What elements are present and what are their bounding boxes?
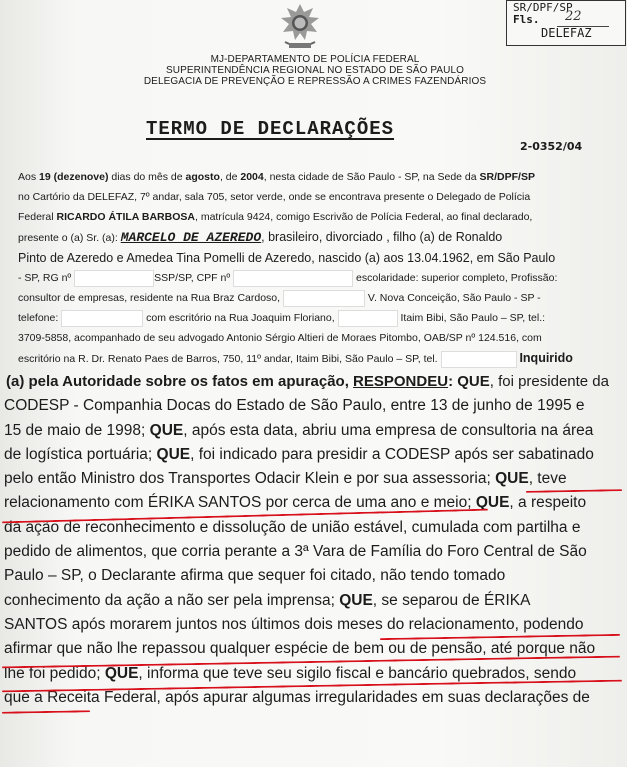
body-line: de logística portuária; QUE, foi indicado para presidir a CODESP após ser sabatinado: [4, 445, 594, 463]
intro-line: presente o (a) Sr. (a): MARCELO DE AZEREDO, brasileiro, divorciado , filho (a) de Ronaldo: [18, 230, 503, 245]
redaction-box: [74, 270, 154, 287]
body-line: CODESP - Companhia Docas do Estado de São Paulo, entre 13 de junho de 1995 e: [4, 397, 585, 415]
intro-line: telefone: com escritório na Rua Joaquim Floriano, Itaim Bibi, São Paulo – SP, tel.:: [18, 308, 610, 328]
stamp-department: DELEFAZ: [541, 26, 592, 40]
header-delegacia: DELEGACIA DE PREVENÇÃO E REPRESSÃO A CRIMES FAZENDÁRIOS: [143, 76, 487, 87]
page-stamp: [506, 0, 626, 46]
body-line: da ação de reconhecimento e dissolução de união estável, cumulada com partilha e: [4, 518, 581, 536]
stamp-fls-label: Fls.: [513, 13, 540, 26]
redaction-box: [61, 310, 143, 327]
body-line: que a Receita Federal, após apurar algumas irregularidades em suas declarações de: [4, 688, 590, 706]
intro-line: Pinto de Azeredo e Amedea Tina Pomelli de Azeredo, nascido (a) aos 13.04.1962, em São Paulo: [18, 251, 556, 265]
body-line: pelo então Ministro dos Transportes Odacir Klein e por sua assessoria; QUE, teve: [4, 470, 567, 488]
redaction-box: [233, 270, 353, 287]
intro-line: consultor de empresas, residente na Rua Braz Cardoso, V. Nova Conceição, São Paulo - SP -: [18, 288, 610, 308]
body-line: (a) pela Autoridade sobre os fatos em apuração, RESPONDEU: QUE, foi presidente da: [6, 373, 609, 390]
intro-line: 3709-5858, acompanhado de seu advogado Antonio Sérgio Altieri de Moraes Pitombo, OAB/SP nº 124.516, com: [18, 332, 542, 344]
body-line: Paulo – SP, o Declarante afirma que sequer foi citado, não tendo tomado: [4, 567, 506, 585]
body-line: SANTOS após morarem juntos nos últimos dois meses do relacionamento, podendo: [4, 615, 584, 633]
coat-of-arms-icon: [275, 2, 325, 52]
stamp-page-number: 22: [565, 9, 582, 24]
body-line: lhe foi pedido; QUE, informa que teve seu sigilo fiscal e bancário quebrados, sendo: [4, 664, 577, 682]
header-department: MJ-DEPARTAMENTO DE POLÍCIA FEDERAL: [210, 54, 420, 65]
document-title: TERMO DE DECLARAÇÕES: [146, 118, 395, 140]
intro-line: escritório na R. Dr. Renato Paes de Barros, 750, 11º andar, Itaim Bibi, São Paulo – SP, tel. Inquirido: [18, 348, 610, 369]
redaction-box: [338, 310, 398, 327]
declarant-name: MARCELO DE AZEREDO: [120, 230, 262, 245]
body-line: 15 de maio de 1998; QUE, após esta data, abriu uma empresa de consultoria na área: [4, 421, 594, 439]
stamp-office: SR/DPF/SP: [513, 1, 573, 14]
body-line: relacionamento com ÉRIKA SANTOS por cerca de uma ano e meio; QUE, a respeito: [4, 494, 587, 512]
body-line: conhecimento da ação a não ser pela imprensa; QUE, se separou de ÉRIKA: [4, 591, 531, 609]
intro-line: - SP, RG nº SSP/SP, CPF nº escolaridade: superior completo, Profissão:: [18, 268, 610, 288]
body-line: pedido de alimentos, que corria perante a 3ª Vara de Família do Foro Central de São: [4, 543, 587, 561]
document-number: 2-0352/04: [520, 140, 583, 153]
intro-line: no Cartório da DELEFAZ, 7º andar, sala 705, setor verde, onde se encontrava presente o Delegado de Polícia: [18, 191, 531, 203]
redaction-box: [441, 351, 517, 368]
statement-body: [4, 370, 627, 710]
header-superintendence: SUPERINTENDÊNCIA REGIONAL NO ESTADO DE SÃO PAULO: [165, 65, 464, 76]
redaction-box: [283, 290, 365, 307]
red-underline: [2, 710, 90, 714]
intro-line: Federal RICARDO ÁTILA BARBOSA, matrícula 9424, comigo Escrivão de Polícia Federal, ao final declarado,: [18, 211, 533, 223]
intro-paragraph: [18, 167, 610, 369]
body-line: afirmar que não lhe repassou qualquer espécie de bem ou de pensão, até porque não: [4, 640, 596, 658]
intro-line: Aos 19 (dezenove) dias do mês de agosto, de 2004, nesta cidade de São Paulo - SP, na Sede da SR/DPF/SP: [18, 171, 535, 183]
